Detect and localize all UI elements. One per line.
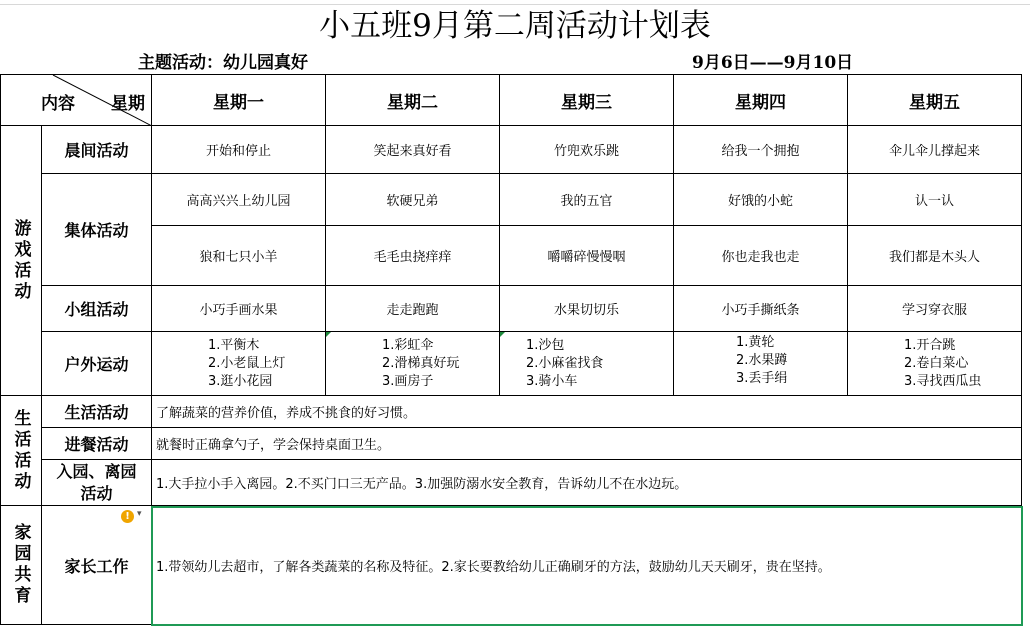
top-strip — [0, 0, 1030, 5]
row-label-entry-line2: 活动 — [80, 483, 113, 503]
header-day-wed[interactable]: 星期三 — [500, 74, 674, 126]
small-fri[interactable]: 学习穿衣服 — [848, 286, 1022, 332]
group-life-label: 生活活动 — [10, 408, 31, 493]
outdoor-fri-item: 3.寻找西瓜虫 — [904, 373, 982, 389]
outdoor-fri[interactable] — [848, 332, 1022, 396]
outdoor-thu-item: 1.黄轮 — [736, 335, 775, 350]
row-label-entry-line1: 入园、离园 — [56, 461, 137, 481]
cell-comment-marker — [326, 332, 331, 337]
outdoor-thu[interactable] — [674, 332, 848, 396]
outdoor-mon[interactable] — [152, 332, 326, 396]
outdoor-wed[interactable] — [500, 332, 674, 396]
group2-mon[interactable]: 狼和七只小羊 — [152, 226, 326, 286]
group-life-cell[interactable] — [0, 396, 42, 506]
group-home-cell[interactable] — [0, 506, 42, 625]
group2-wed[interactable]: 嚼嚼碎慢慢咽 — [500, 226, 674, 286]
outdoor-tue-item: 2.滑梯真好玩 — [382, 355, 460, 371]
sheet-title: 小五班9月第二周活动计划表 — [319, 8, 711, 44]
row-label-group[interactable]: 集体活动 — [42, 174, 152, 286]
row-label-entry[interactable] — [42, 460, 152, 506]
small-mon[interactable]: 小巧手画水果 — [152, 286, 326, 332]
row-label-outdoor[interactable]: 户外运动 — [42, 332, 152, 396]
header-day-tue[interactable]: 星期二 — [326, 74, 500, 126]
outdoor-wed-item: 2.小麻雀找食 — [526, 355, 604, 371]
small-wed[interactable]: 水果切切乐 — [500, 286, 674, 332]
morning-thu[interactable]: 给我一个拥抱 — [674, 126, 848, 174]
morning-mon[interactable]: 开始和停止 — [152, 126, 326, 174]
header-day-fri[interactable]: 星期五 — [848, 74, 1022, 126]
group1-wed[interactable]: 我的五官 — [500, 174, 674, 226]
outdoor-fri-item: 2.卷白菜心 — [904, 355, 969, 371]
cell-selection-border — [151, 506, 1023, 626]
group-game-label: 游戏活动 — [10, 218, 31, 303]
outdoor-fri-item: 1.开合跳 — [904, 337, 956, 353]
outdoor-mon-item: 1.平衡木 — [208, 337, 260, 353]
row-label-parent[interactable] — [42, 506, 152, 625]
outdoor-wed-item: 1.沙包 — [526, 337, 565, 353]
parent-work-text[interactable]: 1.带领幼儿去超市，了解各类蔬菜的名称及特征。2.家长要教给幼儿正确刷牙的方法，鼓励幼儿天天刷牙，贵在坚持。 — [152, 506, 1022, 625]
meal-activity-text[interactable]: 就餐时正确拿勺子，学会保持桌面卫生。 — [152, 428, 1022, 460]
warning-icon[interactable]: ! — [121, 510, 134, 523]
outdoor-tue-item: 3.画房子 — [382, 373, 434, 389]
group1-tue[interactable]: 软硬兄弟 — [326, 174, 500, 226]
group2-tue[interactable]: 毛毛虫挠痒痒 — [326, 226, 500, 286]
outdoor-thu-item: 2.水果蹲 — [736, 353, 788, 368]
life-activity-text[interactable]: 了解蔬菜的营养价值，养成不挑食的好习惯。 — [152, 396, 1022, 428]
outdoor-mon-item: 2.小老鼠上灯 — [208, 355, 286, 371]
group1-mon[interactable]: 高高兴兴上幼儿园 — [152, 174, 326, 226]
header-corner-cell[interactable] — [0, 74, 152, 126]
row-label-parent-text: 家长工作 — [64, 556, 129, 576]
group-game-cell[interactable] — [0, 126, 42, 396]
morning-wed[interactable]: 竹兜欢乐跳 — [500, 126, 674, 174]
group1-thu[interactable]: 好饿的小蛇 — [674, 174, 848, 226]
outdoor-thu-item: 3.丢手绢 — [736, 371, 788, 386]
outdoor-tue[interactable] — [326, 332, 500, 396]
outdoor-wed-item: 3.骑小车 — [526, 373, 578, 389]
cell-comment-marker — [500, 332, 505, 337]
group2-thu[interactable]: 你也走我也走 — [674, 226, 848, 286]
row-label-morning[interactable]: 晨间活动 — [42, 126, 152, 174]
header-week-label: 星期 — [111, 94, 145, 114]
date-range: 9月6日——9月10日 — [692, 53, 854, 73]
header-content-label: 内容 — [41, 94, 75, 114]
entry-activity-text[interactable]: 1.大手拉小手入离园。2.不买门口三无产品。3.加强防溺水安全教育，告诉幼儿不在水边玩。 — [152, 460, 1022, 506]
small-thu[interactable]: 小巧手撕纸条 — [674, 286, 848, 332]
outdoor-tue-item: 1.彩虹伞 — [382, 337, 434, 353]
group2-fri[interactable]: 我们都是木头人 — [848, 226, 1022, 286]
group-home-label: 家园共育 — [10, 523, 31, 607]
row-label-small[interactable]: 小组活动 — [42, 286, 152, 332]
theme-label: 主题活动：幼儿园真好 — [138, 53, 308, 73]
header-day-thu[interactable]: 星期四 — [674, 74, 848, 126]
morning-tue[interactable]: 笑起来真好看 — [326, 126, 500, 174]
row-label-life[interactable]: 生活活动 — [42, 396, 152, 428]
group1-fri[interactable]: 认一认 — [848, 174, 1022, 226]
row-label-meal[interactable]: 进餐活动 — [42, 428, 152, 460]
small-tue[interactable]: 走走跑跑 — [326, 286, 500, 332]
outdoor-mon-item: 3.逛小花园 — [208, 373, 273, 389]
header-day-mon[interactable]: 星期一 — [152, 74, 326, 126]
chevron-down-icon[interactable]: ▾ — [137, 509, 142, 519]
morning-fri[interactable]: 伞儿伞儿撑起来 — [848, 126, 1022, 174]
